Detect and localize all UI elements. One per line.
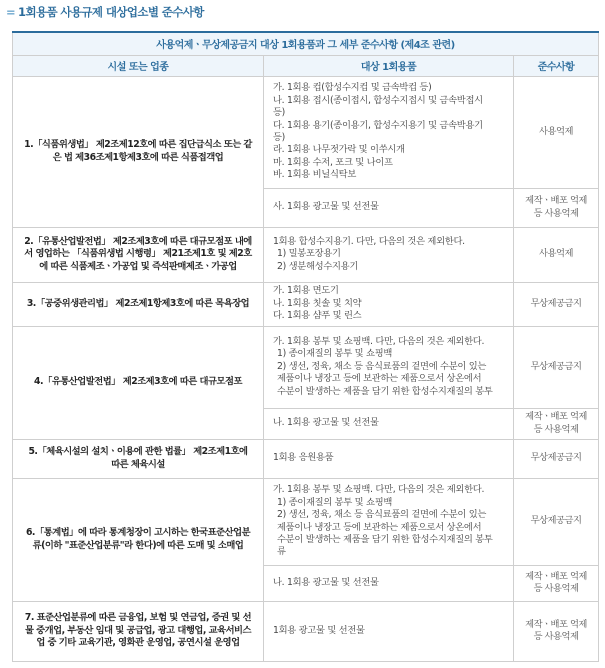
items-cell — [264, 227, 514, 282]
item-line: 제품이나 냉장고 등에 보관하는 제품으로서 상온에서 — [277, 373, 482, 385]
item-line: 나. 1회용 접시(종이접시, 합성수지접시 및 금속박접시 — [273, 94, 483, 106]
title-marker-icon: = — [6, 5, 16, 19]
item-line: 다. 1회용 샴푸 및 린스 — [273, 310, 362, 322]
items-cell — [264, 408, 514, 439]
items-cell — [264, 76, 514, 188]
item-line: 1회용 합성수지용기. 다만, 다음의 것은 제외한다. — [273, 235, 465, 247]
compliance-line: 제작ㆍ배포 억제 — [525, 411, 587, 423]
table-caption-row — [13, 32, 599, 55]
items-cell — [264, 188, 514, 227]
page-title-text: 1회용품 사용규제 대상업소별 준수사항 — [18, 5, 204, 19]
item-line: 수분이 발생하는 제품을 담기 위한 합성수지재질의 봉투 — [277, 385, 493, 397]
item-line: 제품이나 냉장고 등에 보관하는 제품으로서 상온에서 — [277, 521, 482, 533]
compliance-line: 등 사용억제 — [533, 631, 579, 642]
item-line: 1) 종이재질의 봉투 및 쇼핑백 — [277, 348, 393, 360]
business-cell: 7. 표준산업분류에 따른 금융업, 보험 및 연금업, 증권 및 선물 중개업, 부동산 임대 및 공급업, 광고 대행업, 교육서비스업 중 기타 교육기관, 영화관 운영업, 공연시설 운영업 — [13, 601, 264, 661]
business-cell: 6.「통계법」에 따라 통계청장이 고시하는 한국표준산업분류(이하 "표준산업분류"라 한다)에 따른 도매 및 소매업 — [13, 478, 264, 601]
table-row — [13, 439, 599, 478]
compliance-line: 제작ㆍ배포 억제 — [525, 618, 587, 630]
business-cell: 4.「유통산업발전법」 제2조제3호에 따른 대규모점포 — [13, 326, 264, 439]
item-line: 바. 1회용 비닐식탁보 — [273, 169, 357, 181]
item-line: 1) 밀봉포장용기 — [277, 248, 341, 260]
items-cell — [264, 326, 514, 408]
compliance-cell: 사용억제 — [514, 227, 599, 282]
item-line: 사. 1회용 광고물 및 선전물 — [273, 201, 379, 213]
item-line: 나. 1회용 광고물 및 선전물 — [273, 576, 379, 588]
business-cell: 2.「유통산업발전법」 제2조제3호에 따른 대규모점포 내에서 영업하는 「식품위생법 시행령」 제21조제1호 및 제2호에 따른 식품제조ㆍ가공업 및 즉석판매제조ㆍ가공업 — [13, 227, 264, 282]
item-line: 류 — [277, 546, 286, 558]
item-line: 등) — [273, 107, 286, 119]
item-line: 1회용 광고물 및 선전물 — [273, 624, 365, 636]
item-line: 1) 종이재질의 봉투 및 쇼핑백 — [277, 496, 393, 508]
compliance-table — [12, 31, 599, 662]
items-cell — [264, 601, 514, 661]
items-cell — [264, 439, 514, 478]
table-row — [13, 326, 599, 408]
item-line: 가. 1회용 봉투 및 쇼핑백. 다만, 다음의 것은 제외한다. — [273, 335, 485, 347]
compliance-line: 등 사용억제 — [533, 583, 579, 594]
business-cell: 5.「체육시설의 설치ㆍ이용에 관한 법률」 제2조제1호에 따른 체육시설 — [13, 439, 264, 478]
item-line: 수분이 발생하는 제품을 담기 위한 합성수지재질의 봉투 — [277, 533, 493, 545]
item-line: 나. 1회용 광고물 및 선전물 — [273, 417, 379, 429]
item-line: 2) 생분해성수지용기 — [277, 260, 359, 272]
item-line: 마. 1회용 수저, 포크 및 나이프 — [273, 156, 393, 168]
item-line: 2) 생선, 정육, 채소 등 음식료품의 겉면에 수분이 있는 — [277, 360, 487, 372]
compliance-cell: 무상제공금지 — [514, 326, 599, 408]
compliance-cell: 무상제공금지 — [514, 478, 599, 565]
items-cell — [264, 478, 514, 565]
compliance-cell: 사용억제 — [514, 76, 599, 188]
header-compliance: 준수사항 — [514, 55, 599, 76]
item-line: 1회용 응원용품 — [273, 452, 334, 464]
item-line: 등) — [273, 132, 286, 143]
table-row — [13, 227, 599, 282]
compliance-line: 제작ㆍ배포 억제 — [525, 195, 587, 207]
page-title — [6, 4, 204, 20]
table-row — [13, 282, 599, 326]
table-row — [13, 76, 599, 188]
item-line: 나. 1회용 칫솔 및 치약 — [273, 297, 362, 309]
compliance-cell: 무상제공금지 — [514, 282, 599, 326]
table-row — [13, 601, 599, 661]
compliance-cell — [514, 565, 599, 601]
items-cell — [264, 282, 514, 326]
compliance-cell — [514, 188, 599, 227]
compliance-line: 등 사용억제 — [533, 207, 579, 219]
table-caption: 사용억제ㆍ무상제공금지 대상 1회용품과 그 세부 준수사항 (제4조 관련) — [13, 32, 599, 55]
header-business: 시설 또는 업종 — [13, 55, 264, 76]
item-line: 다. 1회용 용기(종이용기, 합성수지용기 및 금속박용기 — [273, 119, 483, 131]
item-line: 2) 생선, 정육, 채소 등 음식료품의 겉면에 수분이 있는 — [277, 509, 487, 521]
header-items: 대상 1회용품 — [264, 55, 514, 76]
compliance-cell: 무상제공금지 — [514, 439, 599, 478]
item-line: 라. 1회용 나무젓가락 및 이쑤시개 — [273, 144, 405, 156]
business-cell: 3.「공중위생관리법」 제2조제1항제3호에 따른 목욕장업 — [13, 282, 264, 326]
item-line: 가. 1회용 봉투 및 쇼핑백. 다만, 다음의 것은 제외한다. — [273, 484, 485, 496]
compliance-cell — [514, 408, 599, 439]
item-line: 가. 1회용 컵(합성수지컵 및 금속박컵 등) — [273, 82, 432, 94]
table-header-row — [13, 55, 599, 76]
compliance-table-wrapper — [12, 31, 598, 662]
compliance-line: 등 사용억제 — [533, 423, 579, 435]
item-line: 가. 1회용 면도기 — [273, 285, 339, 297]
items-cell — [264, 565, 514, 601]
business-cell: 1.「식품위생법」 제2조제12호에 따른 집단급식소 또는 같은 법 제36조제1항제3호에 따른 식품접객업 — [13, 76, 264, 227]
compliance-line: 제작ㆍ배포 억제 — [525, 570, 587, 582]
compliance-cell — [514, 601, 599, 661]
table-row — [13, 478, 599, 565]
